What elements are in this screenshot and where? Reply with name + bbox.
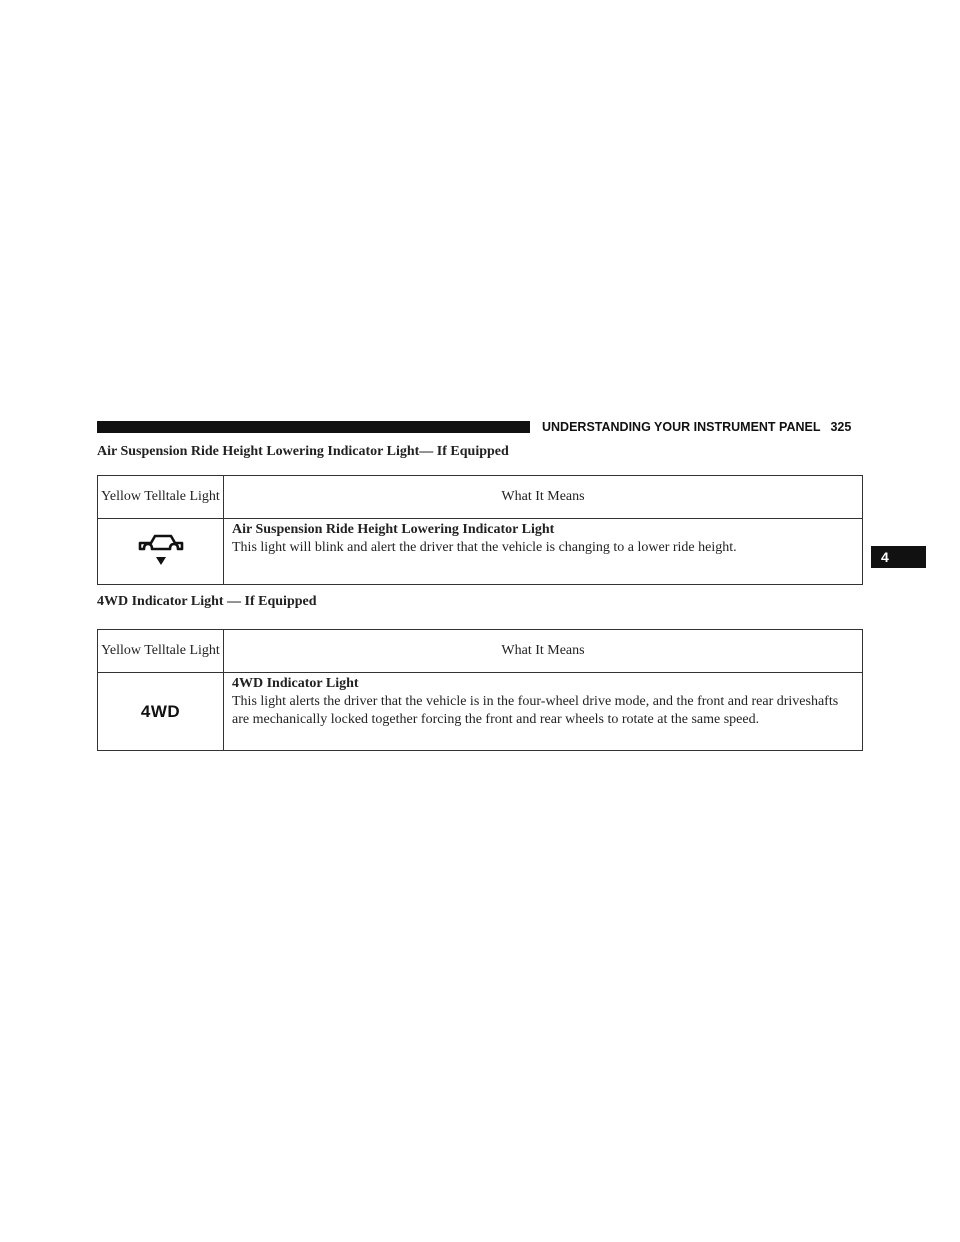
column-header-meaning: What It Means: [224, 476, 863, 519]
header-rule: [97, 421, 530, 433]
table-header-row: [98, 476, 863, 519]
description-cell: [224, 519, 863, 585]
chapter-tab: 4: [871, 546, 926, 568]
indicator-description: This light will blink and alert the driver that the vehicle is changing to a lower ride height.: [232, 540, 737, 555]
table-header-row: [98, 630, 863, 673]
4wd-icon: 4WD: [140, 701, 181, 721]
column-header-telltale: Yellow Telltale Light: [98, 476, 224, 519]
indicator-title: 4WD Indicator Light: [232, 676, 359, 691]
section-heading-4wd: 4WD Indicator Light — If Equipped: [97, 594, 317, 609]
telltale-table-4wd: [97, 629, 863, 751]
column-header-meaning: What It Means: [224, 630, 863, 673]
section-heading-air-suspension: Air Suspension Ride Height Lowering Indicator Light— If Equipped: [97, 444, 509, 459]
icon-cell: [98, 519, 224, 585]
page-number: 325: [830, 420, 852, 434]
icon-cell: [98, 673, 224, 751]
telltale-table-air-suspension: [97, 475, 863, 585]
column-header-telltale: Yellow Telltale Light: [98, 630, 224, 673]
indicator-title: Air Suspension Ride Height Lowering Indicator Light: [232, 522, 555, 537]
table-row: [98, 673, 863, 751]
table-row: [98, 519, 863, 585]
indicator-description: This light alerts the driver that the vehicle is in the four-wheel drive mode, and the front and rear driveshafts are mechanically locked together forcing the front and rear wheels to rotate at the same speed.: [232, 694, 839, 727]
chapter-title: UNDERSTANDING YOUR INSTRUMENT PANEL: [542, 420, 821, 434]
ride-height-lowering-icon: [135, 529, 187, 569]
running-header: [542, 419, 851, 435]
description-cell: [224, 673, 863, 751]
